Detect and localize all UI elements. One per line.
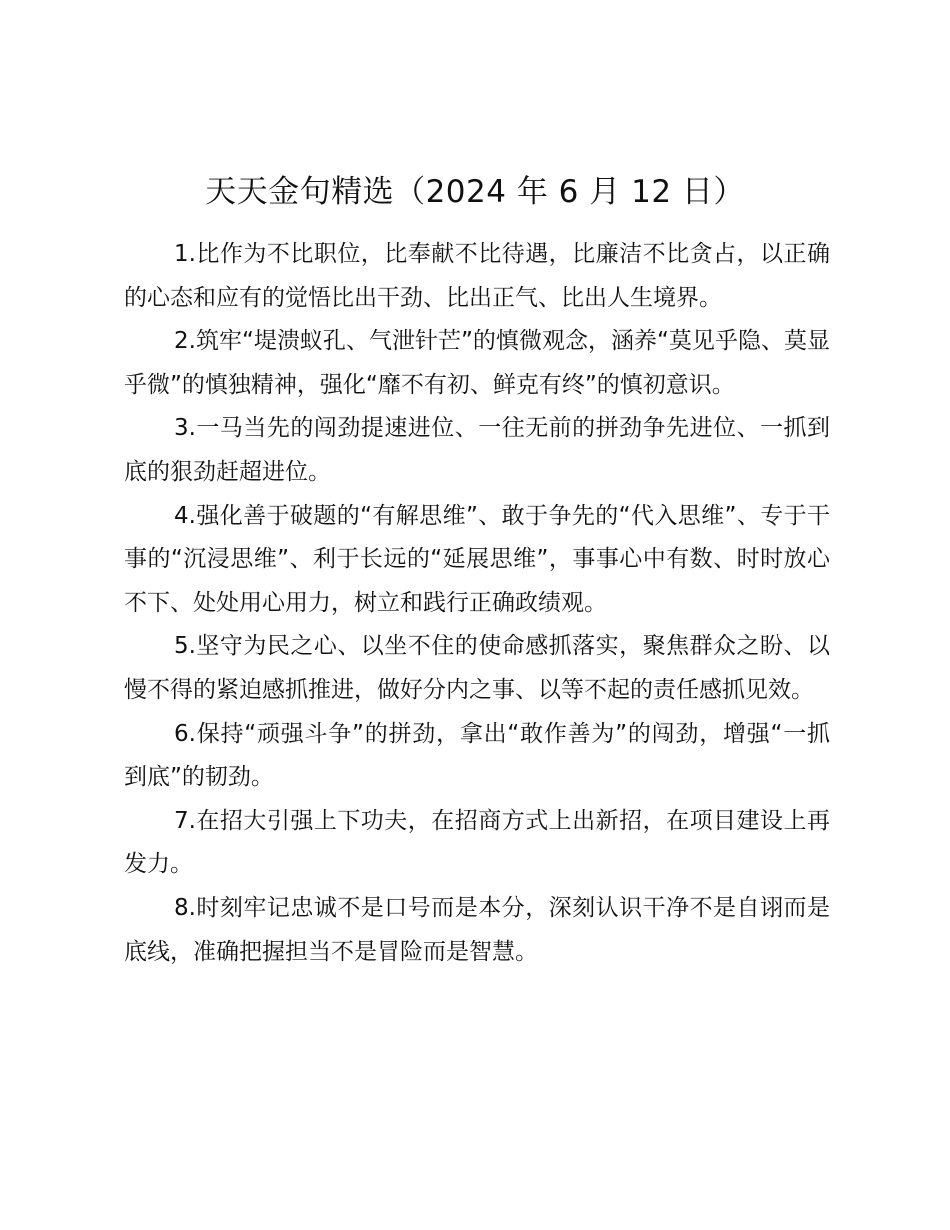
paragraph-1: 1.比作为不比职位，比奉献不比待遇，比廉洁不比贪占，以正确的心态和应有的觉悟比出干劲、比出正气、比出人生境界。 (124, 241, 830, 311)
paragraph-6: 6.保持“顽强斗争”的拼劲，拿出“敢作善为”的闯劲，增强“一抓到底”的韧劲。 (124, 720, 830, 791)
paragraph-8: 8.时刻牢记忠诚不是口号而是本分，深刻认识干净不是自诩而是底线，准确把握担当不是冒险而是智慧。 (124, 894, 830, 965)
paragraph-7: 7.在招大引强上下功夫，在招商方式上出新招，在项目建设上再发力。 (124, 807, 830, 878)
paragraph-3: 3.一马当先的闯劲提速进位、一往无前的拼劲争先进位、一抓到底的狠劲赶超进位。 (124, 415, 830, 485)
paragraph-2: 2.筑牢“堤溃蚁孔、气泄针芒”的慎微观念，涵养“莫见乎隐、莫显乎微”的慎独精神，强化“靡不有初、鲜克有终”的慎初意识。 (124, 328, 830, 398)
paragraph-5: 5.坚守为民之心、以坐不住的使命感抓落实，聚焦群众之盼、以慢不得的紧迫感抓推进，做好分内之事、以等不起的责任感抓见效。 (124, 633, 830, 703)
document-body (124, 233, 830, 974)
document-title: 天天金句精选（2024 年 6 月 12 日） (205, 174, 745, 210)
paragraph-4: 4.强化善于破题的“有解思维”、敢于争先的“代入思维”、专于干事的“沉浸思维”、利于长远的“延展思维”，事事心中有数、时时放心不下、处处用心用力，树立和践行正确政绩观。 (124, 502, 830, 616)
